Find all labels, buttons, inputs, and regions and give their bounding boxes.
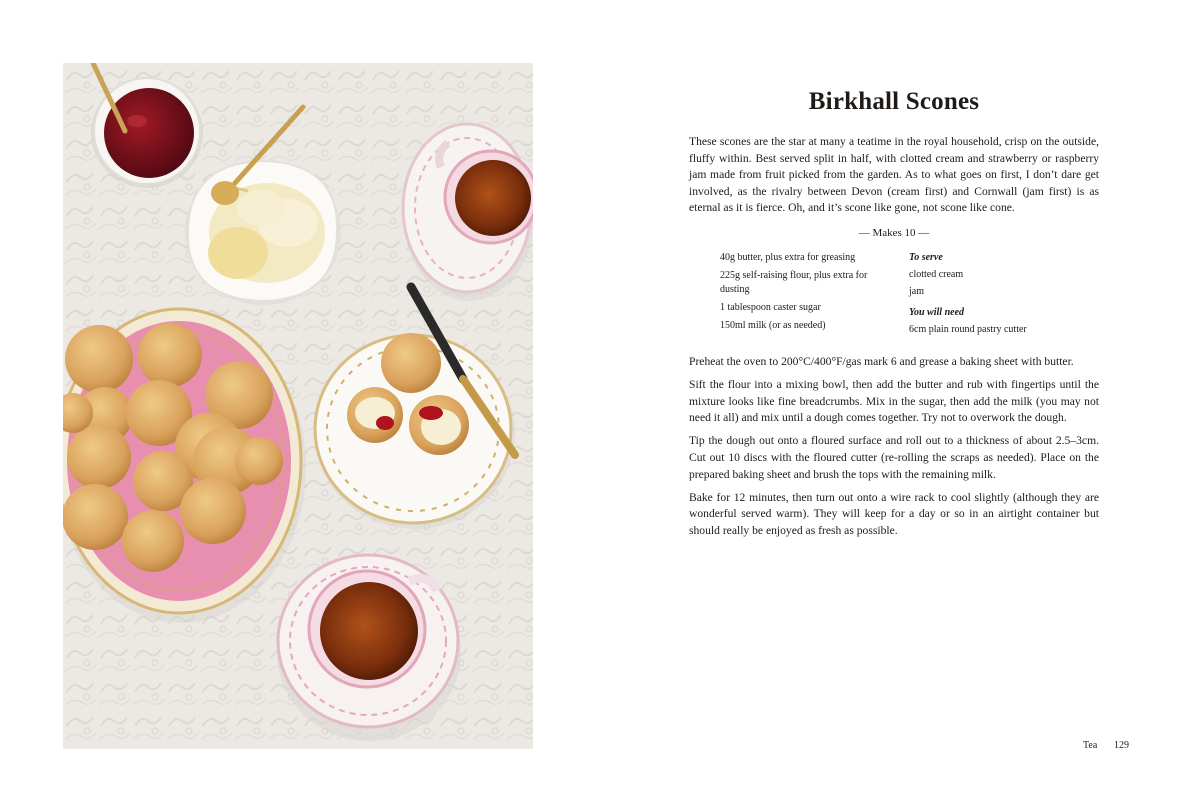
makes-yield: — Makes 10 — [858, 227, 930, 239]
ingredient-item: 40g butter, plus extra for greasing [720, 252, 856, 263]
method-step: Tip the dough out onto a floured surface and roll out to a thickness of about 2.5–3cm. Cut out 10 discs with the floured cutter (re-rolling the scraps as needed). Place on the prepared baking sheet and brush the tops with the remaining milk. [689, 434, 1099, 481]
footer-section: Tea [1083, 740, 1098, 751]
method-steps [689, 354, 1099, 546]
method-step: Bake for 12 minutes, then turn out onto a wire rack to cool slightly (although they are wonderful served warm). They will keep for a day or so in an airtight container but should really be enjoyed as fresh as possible. [689, 490, 1099, 537]
recipe-photo [63, 63, 533, 749]
to-serve-heading: To serve [909, 252, 943, 263]
method-step: Sift the flour into a mixing bowl, then add the butter and rub with fingertips until the mixture looks like fine breadcrumbs. Mix in the sugar, then add the milk (you may not need it all) and mix until a dough comes together. Try not to overwork the dough. [689, 378, 1099, 425]
ingredient-list [720, 251, 890, 337]
ingredient-item: 225g self-raising flour, plus extra for dusting [720, 270, 868, 295]
serving-equipment-list [909, 251, 1089, 340]
equipment-item: 6cm plain round pastry cutter [909, 323, 1027, 335]
scones-tea-photo-illustration [63, 63, 533, 749]
you-will-need-heading: You will need [909, 306, 965, 318]
recipe-title: Birkhall Scones [808, 88, 980, 115]
method-step: Preheat the oven to 200°C/400°F/gas mark 6 and grease a baking sheet with butter. [689, 355, 1074, 368]
teacup-bottom [277, 555, 461, 741]
teacup-top [403, 124, 533, 301]
page-number: 129 [1114, 740, 1129, 751]
to-serve-item: clotted cream [909, 269, 964, 280]
ingredient-item: 1 tablespoon caster sugar [720, 301, 821, 313]
recipe-intro: These scones are the star at many a teatime in the royal household, crisp on the outside, fluffy within. Best served split in half, with clotted cream and strawberry or raspberry jam made from fruit picked from the garden. As to what goes on first, I don’t dare get involved, as the rivalry between Devon (cream first) and Cornwall (jam first) is as eternal as it is fierce. Oh, and it’s scone like gone, not scone like cone. [689, 135, 1099, 215]
to-serve-item: jam [909, 286, 924, 297]
ingredient-item: 150ml milk (or as needed) [720, 319, 826, 331]
